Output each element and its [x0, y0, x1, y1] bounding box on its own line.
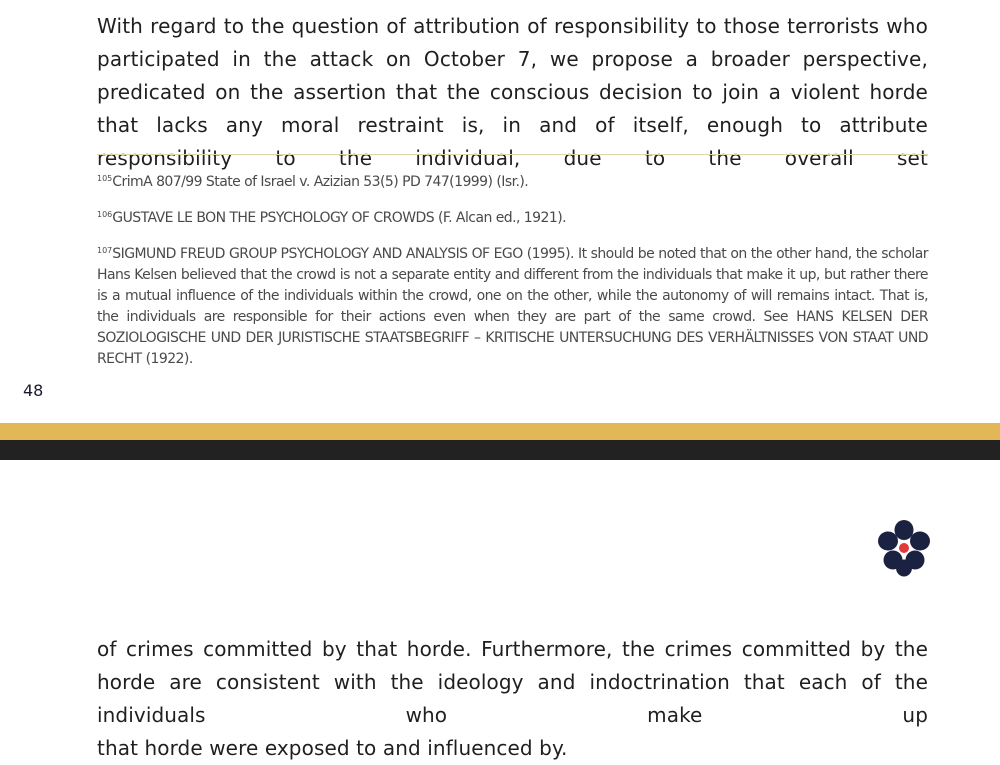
footnote-divider: [97, 154, 928, 155]
dark-page-band: [0, 440, 1000, 460]
footnote-105: [97, 168, 928, 193]
footnote-text: SIGMUND FREUD GROUP PSYCHOLOGY AND ANALYSIS OF EGO (1995). It should be noted that on the other hand, the scholar Hans Kelsen believed that the crowd is not a separate entity and different from the individuals that make it up, but rather there is a mutual influence of the individuals within the crowd, one on the other, while the autonomy of will remains intact. That is, the individuals are responsible for their actions even when they are part of the same crowd. See HANS KELSEN DER SOZIOLOGISCHE UND DER JURISTISCHE STAATSBEGRIFF – KRITISCHE UNTERSUCHUNG DES VERHÄLTNISSES VON STAAT UND RECHT (1922).: [97, 246, 928, 367]
body-paragraph-bottom-last-line: that horde were exposed to and influenced by.: [97, 736, 568, 760]
body-paragraph-bottom: [97, 633, 928, 765]
footnote-107: [97, 240, 928, 370]
footnote-number: 107: [97, 246, 113, 255]
footnote-text: CrimA 807/99 State of Israel v. Azizian 53(5) PD 747(1999) (Isr.).: [112, 174, 529, 190]
body-paragraph-top: With regard to the question of attribution of responsibility to those terrorists who participated in the attack on October 7, we propose a broader perspective, predicated on the assertion that the conscious decision to join a violent horde that lacks any moral restraint is, in and of itself, enough to attribute responsibility to the individual, due to the overall set: [97, 14, 928, 170]
flower-logo-icon: [876, 519, 932, 577]
footnote-number: 106: [97, 210, 113, 219]
gold-page-band: [0, 423, 1000, 440]
page-number: 48: [23, 381, 44, 400]
footnote-text: GUSTAVE LE BON THE PSYCHOLOGY OF CROWDS (F. Alcan ed., 1921).: [112, 210, 567, 226]
footnotes: [97, 168, 928, 381]
body-paragraph-bottom-main: of crimes committed by that horde. Furthermore, the crimes committed by the horde are consistent with the ideology and indoctrination that each of the individuals who make up: [97, 637, 928, 727]
footnote-number: 105: [97, 174, 113, 183]
footnote-106: [97, 204, 928, 229]
